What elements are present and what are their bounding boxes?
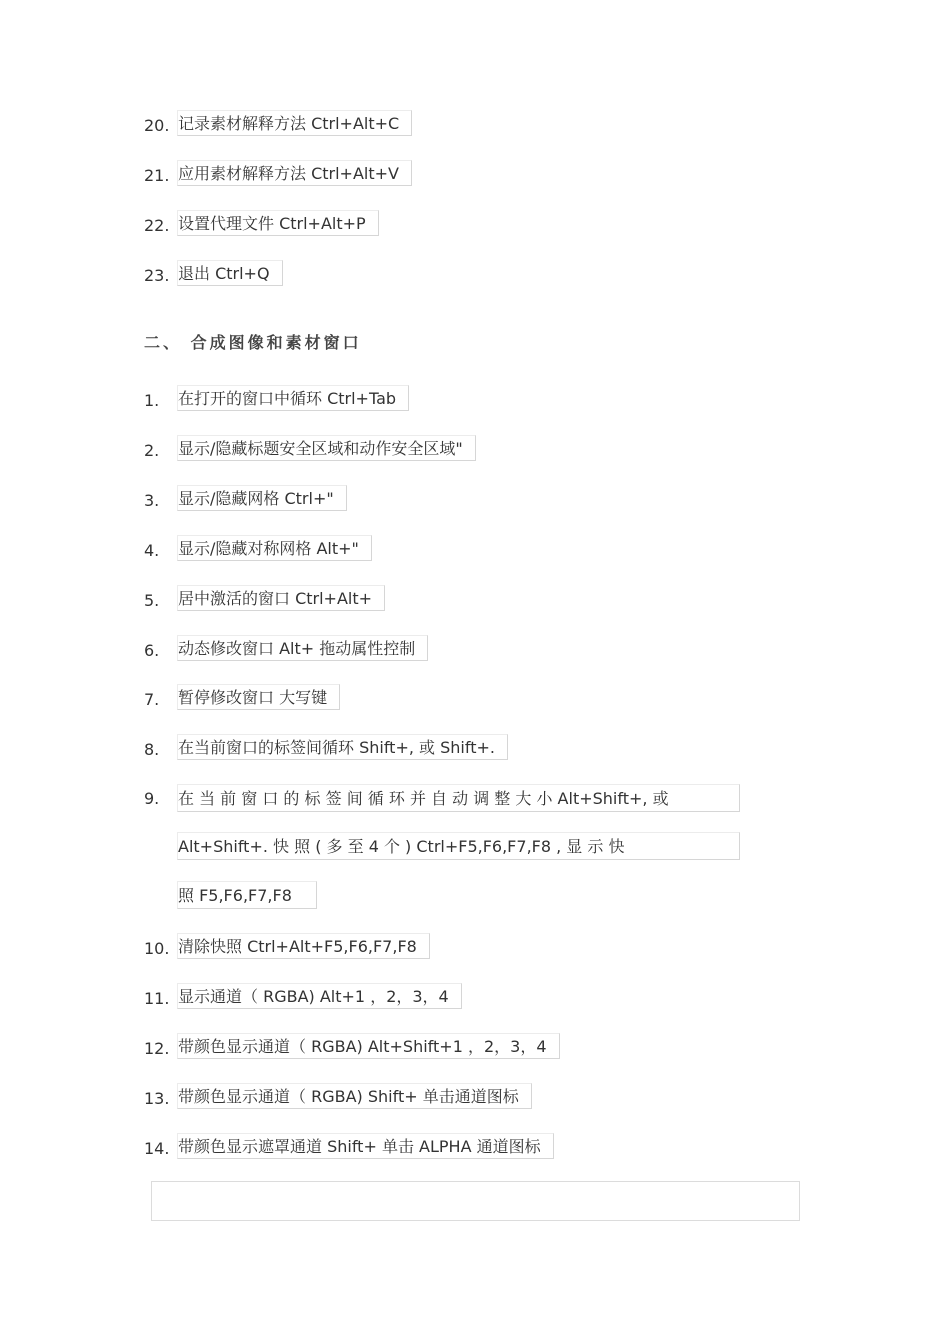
- item-number: 4.: [144, 541, 160, 560]
- section-heading: 二、 合成图像和素材窗口: [144, 333, 362, 352]
- item-text: 显示通道（ RGBA) Alt+1 ，2，3，4: [177, 983, 462, 1009]
- item-text-line: Alt+Shift+. 快 照 ( 多 至 4 个 ) Ctrl+F5,F6,F7,F8 , 显 示 快: [177, 832, 740, 860]
- item-text: 带颜色显示通道（ RGBA) Alt+Shift+1 ，2，3，4: [177, 1033, 560, 1059]
- item-text: 显示/隐藏网格 Ctrl+": [177, 485, 347, 511]
- item-number: 23.: [144, 266, 170, 285]
- item-number: 6.: [144, 641, 160, 660]
- item-text: 显示/隐藏标题安全区域和动作安全区域": [177, 435, 476, 461]
- item-number: 5.: [144, 591, 160, 610]
- item-number: 10.: [144, 939, 170, 958]
- item-number: 9.: [144, 789, 160, 808]
- item-text: 在打开的窗口中循环 Ctrl+Tab: [177, 385, 409, 411]
- item-text: 应用素材解释方法 Ctrl+Alt+V: [177, 160, 412, 186]
- item-text-line: 照 F5,F6,F7,F8: [177, 881, 317, 909]
- item-number: 1.: [144, 391, 160, 410]
- item-number: 21.: [144, 166, 170, 185]
- item-text: 居中激活的窗口 Ctrl+Alt+: [177, 585, 385, 611]
- item-text: 设置代理文件 Ctrl+Alt+P: [177, 210, 379, 236]
- multiline-item-text: [177, 784, 740, 912]
- item-text: 退出 Ctrl+Q: [177, 260, 283, 286]
- item-text: 清除快照 Ctrl+Alt+F5,F6,F7,F8: [177, 933, 430, 959]
- item-text: 动态修改窗口 Alt+ 拖动属性控制: [177, 635, 428, 661]
- item-number: 13.: [144, 1089, 170, 1108]
- item-number: 3.: [144, 491, 160, 510]
- item-number: 20.: [144, 116, 170, 135]
- item-number: 12.: [144, 1039, 170, 1058]
- empty-text-box: [151, 1181, 800, 1221]
- item-text-line: 在 当 前 窗 口 的 标 签 间 循 环 并 自 动 调 整 大 小 Alt+Shift+, 或: [177, 784, 740, 812]
- item-text: 在当前窗口的标签间循环 Shift+, 或 Shift+.: [177, 734, 508, 760]
- item-number: 7.: [144, 690, 160, 709]
- item-number: 11.: [144, 989, 170, 1008]
- item-number: 8.: [144, 740, 160, 759]
- item-text: 显示/隐藏对称网格 Alt+": [177, 535, 372, 561]
- item-text: 记录素材解释方法 Ctrl+Alt+C: [177, 110, 412, 136]
- item-number: 22.: [144, 216, 170, 235]
- item-number: 14.: [144, 1139, 170, 1158]
- item-text: 带颜色显示通道（ RGBA) Shift+ 单击通道图标: [177, 1083, 532, 1109]
- item-text: 带颜色显示遮罩通道 Shift+ 单击 ALPHA 通道图标: [177, 1133, 554, 1159]
- item-number: 2.: [144, 441, 160, 460]
- item-text: 暂停修改窗口 大写键: [177, 684, 340, 710]
